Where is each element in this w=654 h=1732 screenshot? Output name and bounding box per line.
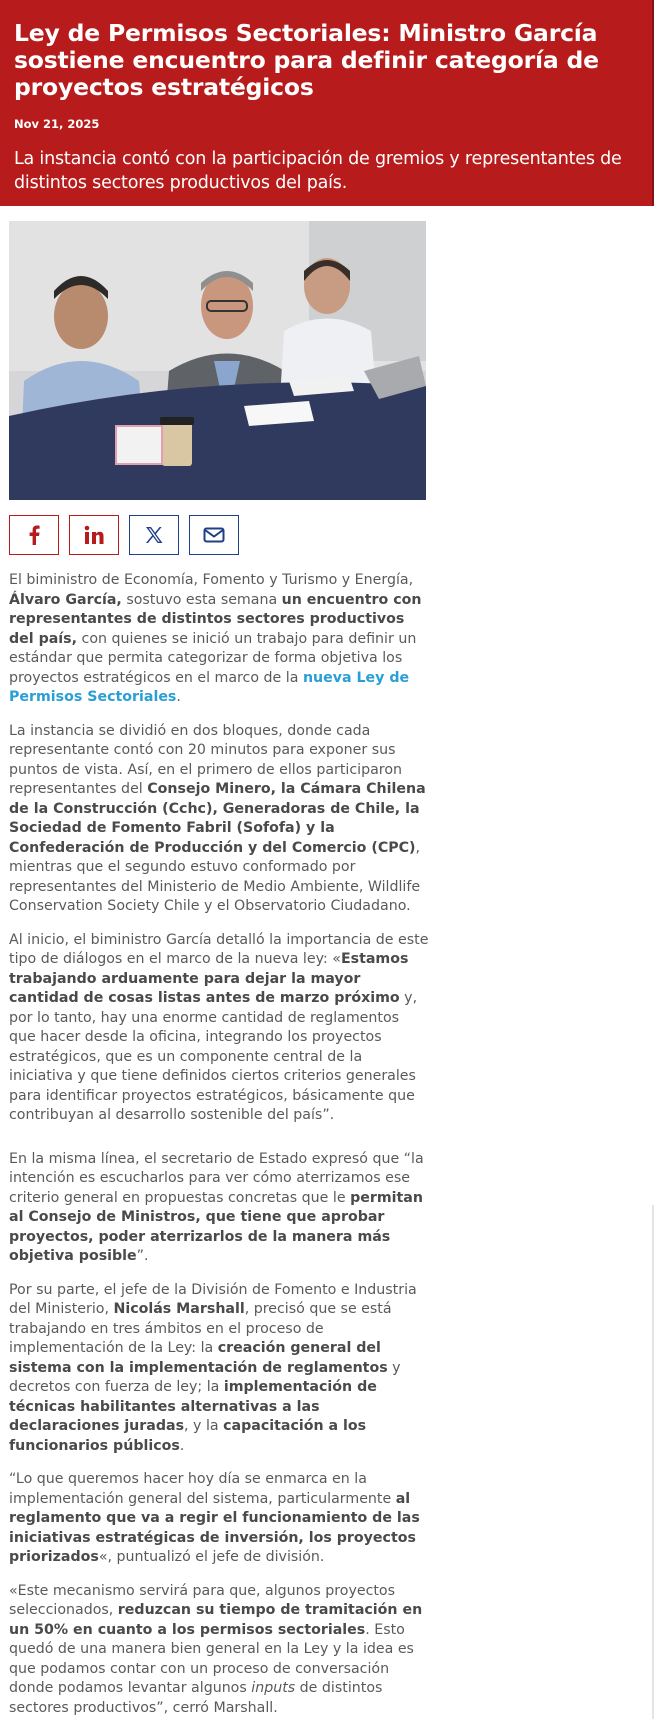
mail-icon bbox=[203, 527, 225, 543]
bold-text: al reglamento que va a regir el funcionamiento de las iniciativas estratégicas de inversión, los proyectos priorizados bbox=[9, 1490, 420, 1565]
text: y decretos con fuerza de ley; la bbox=[9, 1359, 401, 1395]
paragraph-6 bbox=[9, 1470, 429, 1568]
article-date: Nov 21, 2025 bbox=[14, 117, 100, 131]
text: “Lo que queremos hacer hoy día se enmarca en la implementación general del sistema, particularmente bbox=[9, 1471, 396, 1507]
bold-text: creación general del sistema con la implementación de reglamentos bbox=[9, 1340, 388, 1376]
share-bar bbox=[9, 515, 239, 555]
article-lead: La instancia contó con la participación de gremios y representantes de distintos sectores productivos del país. bbox=[14, 149, 622, 193]
law-link[interactable]: nueva Ley de Permisos Sectoriales bbox=[9, 669, 410, 705]
bold-text: Álvaro García, bbox=[9, 591, 122, 608]
article-photo bbox=[9, 221, 426, 500]
text: . bbox=[176, 689, 181, 705]
bold-text: un encuentro con representantes de distintos sectores productivos del país, bbox=[9, 591, 422, 647]
text: y, por lo tanto, hay una enorme cantidad de reglamentos que hacer desde la oficina, integrando los proyectos estratégicos, que es un componente central de la iniciativa y que tiene definidos ciertos criterios generales para identificar proyectos estratégicos, básicamente que contribuyan al desarrollo sostenible del país”. bbox=[9, 990, 418, 1123]
text: En la misma línea, el secretario de Estado expresó que “la intención es escucharlos para ver cómo aterrizamos ese criterio general en propuestas concretas que le bbox=[9, 1150, 424, 1206]
text: , y la bbox=[184, 1418, 224, 1434]
text: , precisó que se está trabajando en tres ámbitos en el proceso de implementación de la Ley: la bbox=[9, 1301, 392, 1356]
italic-text: inputs bbox=[251, 1680, 296, 1696]
article-title: Ley de Permisos Sectoriales: Ministro García sostiene encuentro para definir categoría de proyectos estratégicos bbox=[14, 19, 599, 101]
text: El biministro de Economía, Fomento y Turismo y Energía, bbox=[9, 572, 414, 588]
text: La instancia se dividió en dos bloques, donde cada representante contó con 20 minutos para exponer sus puntos de vista. Así, en el primero de ellos participaron representantes del bbox=[9, 722, 403, 797]
article-header bbox=[0, 0, 654, 206]
text: «, puntualizó el jefe de división. bbox=[98, 1549, 325, 1565]
share-linkedin-button[interactable] bbox=[69, 515, 119, 555]
text: sostuvo esta semana bbox=[121, 591, 282, 608]
bold-text: reduzcan su tiempo de tramitación en un 50% en cuanto a los permisos sectoriales bbox=[9, 1602, 423, 1638]
share-mail-button[interactable] bbox=[189, 515, 239, 555]
bold-text: implementación de técnicas habilitantes alternativas a las declaraciones juradas bbox=[9, 1379, 377, 1434]
facebook-icon bbox=[27, 525, 41, 545]
bold-text: permitan al Consejo de Ministros, que tiene que aprobar proyectos, poder aterrizarlos de la manera más objetiva posible bbox=[9, 1189, 423, 1264]
text: ”. bbox=[136, 1248, 149, 1264]
bold-text: capacitación a los funcionarios públicos bbox=[9, 1418, 367, 1454]
text: . Esto quedó de una manera bien general en la Ley y la idea es que podamos contar con un proceso de conversación donde podamos levantar algunos bbox=[9, 1621, 414, 1696]
bold-text: Consejo Minero, la Cámara Chilena de la Construcción (Cchc), Generadoras de Chile, la Sociedad de Fomento Fabril (Sofofa) y la Confederación de Producción y del Comercio (CPC) bbox=[9, 781, 426, 856]
text: de distintos sectores productivos”, cerró Marshall. bbox=[9, 1680, 383, 1716]
paragraph-3 bbox=[9, 931, 429, 1126]
bold-text: Estamos trabajando arduamente para dejar la mayor cantidad de cosas listas antes de marzo próximo bbox=[9, 951, 409, 1006]
text: «Este mecanismo servirá para que, algunos proyectos seleccionados, bbox=[9, 1582, 395, 1618]
paragraph-1 bbox=[9, 571, 429, 708]
article-body bbox=[9, 571, 429, 1732]
linkedin-icon bbox=[84, 525, 104, 545]
text: Al inicio, el biministro García detalló la importancia de este tipo de diálogos en el marco de la nueva ley: « bbox=[9, 931, 429, 967]
paragraph-4 bbox=[9, 1150, 429, 1267]
paragraph-5 bbox=[9, 1281, 429, 1457]
share-facebook-button[interactable] bbox=[9, 515, 59, 555]
x-icon bbox=[144, 525, 164, 545]
paragraph-2 bbox=[9, 722, 429, 917]
text: , mientras que el segundo estuvo conformado por representantes del Ministerio de Medio Ambiente, Wildlife Conservation Society Chile y el Observatorio Ciudadano. bbox=[9, 839, 421, 914]
share-x-button[interactable] bbox=[129, 515, 179, 555]
text: . bbox=[179, 1437, 185, 1454]
text: Por su parte, el jefe de la División de Fomento e Industria del Ministerio, bbox=[9, 1281, 417, 1317]
bold-text: Nicolás Marshall bbox=[113, 1301, 245, 1317]
text: con quienes se inició un trabajo para definir un estándar que permita categorizar de forma objetiva los proyectos estratégicos en el marco de la bbox=[9, 630, 417, 686]
paragraph-7 bbox=[9, 1582, 429, 1719]
